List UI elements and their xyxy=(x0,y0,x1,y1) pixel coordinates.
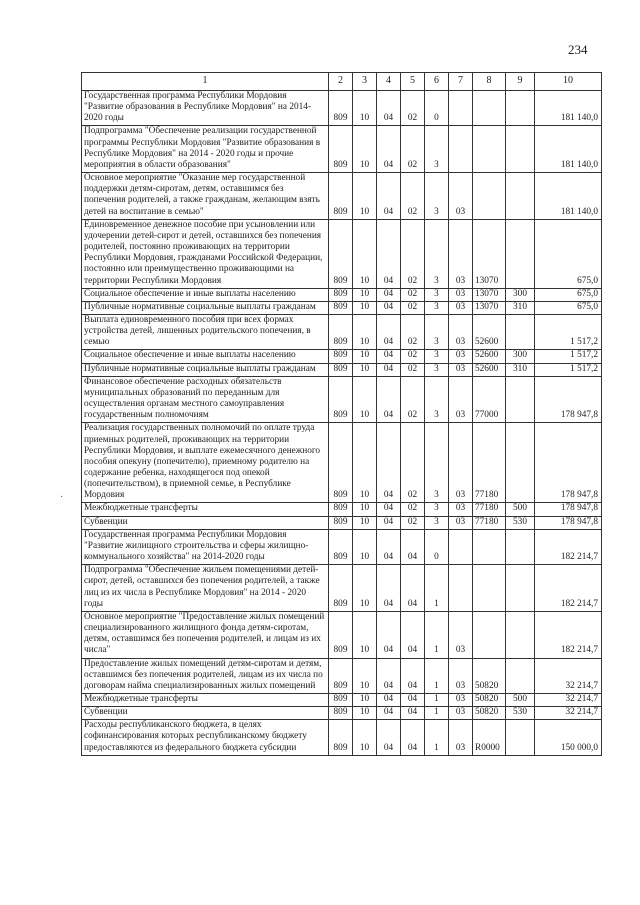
admin-code-cell: 809 xyxy=(329,658,353,693)
subsection-cell: 04 xyxy=(377,611,401,658)
amount-cell: 181 140,0 xyxy=(535,126,602,173)
admin-code-cell: 809 xyxy=(329,314,353,349)
amount-cell: 1 517,2 xyxy=(535,314,602,349)
expense-type-cell: 310 xyxy=(506,363,535,376)
section-cell: 10 xyxy=(353,363,377,376)
subprogram-cell: 3 xyxy=(425,288,449,301)
section-cell: 10 xyxy=(353,314,377,349)
expense-type-cell: 500 xyxy=(506,693,535,706)
direction-cell: 50820 xyxy=(473,707,506,720)
admin-code-cell: 809 xyxy=(329,219,353,288)
subsection-cell: 04 xyxy=(377,126,401,173)
expense-type-cell xyxy=(506,658,535,693)
direction-cell: 50820 xyxy=(473,658,506,693)
program-cell: 04 xyxy=(401,720,425,755)
admin-code-cell: 809 xyxy=(329,565,353,612)
amount-cell: 181 140,0 xyxy=(535,173,602,220)
section-cell: 10 xyxy=(353,529,377,564)
admin-code-cell: 809 xyxy=(329,91,353,126)
section-cell: 10 xyxy=(353,720,377,755)
admin-code-cell: 809 xyxy=(329,126,353,173)
subsection-cell: 04 xyxy=(377,693,401,706)
row-name-cell: Подпрограмма "Обеспечение жильем помещениями детей-сирот, детей, оставшихся без попечения родителей, а также лиц из их числа в Республике Мордовия" на 2014 - 2020 годы xyxy=(82,565,329,612)
table-row xyxy=(82,503,602,516)
table-row xyxy=(82,350,602,363)
subsection-cell: 04 xyxy=(377,376,401,423)
program-cell: 02 xyxy=(401,219,425,288)
section-cell: 10 xyxy=(353,707,377,720)
amount-cell: 32 214,7 xyxy=(535,707,602,720)
table-row xyxy=(82,720,602,755)
subsection-cell: 04 xyxy=(377,529,401,564)
direction-cell: 77180 xyxy=(473,503,506,516)
row-name-cell: Социальное обеспечение и иные выплаты населению xyxy=(82,288,329,301)
subprogram-cell: 3 xyxy=(425,376,449,423)
amount-cell: 675,0 xyxy=(535,288,602,301)
admin-code-cell: 809 xyxy=(329,301,353,314)
section-cell: 10 xyxy=(353,611,377,658)
column-header-5: 5 xyxy=(401,73,425,91)
row-name-cell: Выплата единовременного пособия при всех формах устройства детей, лишенных родительского попечения, в семью xyxy=(82,314,329,349)
program-cell: 02 xyxy=(401,423,425,503)
admin-code-cell: 809 xyxy=(329,503,353,516)
expense-type-cell xyxy=(506,314,535,349)
subsection-cell: 04 xyxy=(377,363,401,376)
section-cell: 10 xyxy=(353,91,377,126)
subprogram-cell: 1 xyxy=(425,693,449,706)
admin-code-cell: 809 xyxy=(329,693,353,706)
table-row xyxy=(82,173,602,220)
page-number: 234 xyxy=(568,42,588,57)
direction-cell: 52600 xyxy=(473,314,506,349)
measure-cell: 03 xyxy=(449,611,473,658)
section-cell: 10 xyxy=(353,301,377,314)
subprogram-cell: 3 xyxy=(425,173,449,220)
subsection-cell: 04 xyxy=(377,91,401,126)
program-cell: 02 xyxy=(401,503,425,516)
amount-cell: 182 214,7 xyxy=(535,529,602,564)
admin-code-cell: 809 xyxy=(329,707,353,720)
measure-cell: 03 xyxy=(449,288,473,301)
row-name-cell: Субвенции xyxy=(82,516,329,529)
amount-cell: 178 947,8 xyxy=(535,503,602,516)
direction-cell: 77180 xyxy=(473,423,506,503)
subsection-cell: 04 xyxy=(377,658,401,693)
amount-cell: 32 214,7 xyxy=(535,693,602,706)
program-cell: 04 xyxy=(401,658,425,693)
expense-type-cell xyxy=(506,376,535,423)
subprogram-cell: 3 xyxy=(425,516,449,529)
admin-code-cell: 809 xyxy=(329,363,353,376)
subprogram-cell: 0 xyxy=(425,91,449,126)
table-row xyxy=(82,363,602,376)
admin-code-cell: 809 xyxy=(329,516,353,529)
table-row xyxy=(82,529,602,564)
subsection-cell: 04 xyxy=(377,516,401,529)
amount-cell: 181 140,0 xyxy=(535,91,602,126)
expense-type-cell xyxy=(506,529,535,564)
direction-cell: 13070 xyxy=(473,219,506,288)
subsection-cell: 04 xyxy=(377,219,401,288)
program-cell: 02 xyxy=(401,314,425,349)
program-cell: 04 xyxy=(401,707,425,720)
program-cell: 04 xyxy=(401,565,425,612)
amount-cell: 182 214,7 xyxy=(535,611,602,658)
row-name-cell: Финансовое обеспечение расходных обязательств муниципальных образований по переданным для осуществления органам местного самоуправления государственным полномочиям xyxy=(82,376,329,423)
section-cell: 10 xyxy=(353,423,377,503)
section-cell: 10 xyxy=(353,219,377,288)
measure-cell: 03 xyxy=(449,173,473,220)
subsection-cell: 04 xyxy=(377,301,401,314)
row-name-cell: Предоставление жилых помещений детям-сиротам и детям, оставшимся без попечения родителей, лицам из их числа по договорам найма специализированных жилых помещений xyxy=(82,658,329,693)
row-name-cell: Межбюджетные трансферты xyxy=(82,693,329,706)
program-cell: 02 xyxy=(401,173,425,220)
subprogram-cell: 3 xyxy=(425,126,449,173)
subsection-cell: 04 xyxy=(377,707,401,720)
subprogram-cell: 1 xyxy=(425,565,449,612)
admin-code-cell: 809 xyxy=(329,611,353,658)
admin-code-cell: 809 xyxy=(329,376,353,423)
admin-code-cell: 809 xyxy=(329,529,353,564)
direction-cell: 52600 xyxy=(473,350,506,363)
subprogram-cell: 3 xyxy=(425,423,449,503)
measure-cell xyxy=(449,91,473,126)
table-row xyxy=(82,707,602,720)
direction-cell: 13070 xyxy=(473,301,506,314)
row-name-cell: Единовременное денежное пособие при усыновлении или удочерении детей-сирот и детей, оставшихся без попечения родителей, постоянно проживающих на территории Республики Мордовия, гражданами Российской Федерации, постоянно или преимущественно проживающими на территории Республики Мордовия xyxy=(82,219,329,288)
expense-type-cell xyxy=(506,91,535,126)
amount-cell: 675,0 xyxy=(535,301,602,314)
table-row xyxy=(82,423,602,503)
direction-cell: 52600 xyxy=(473,363,506,376)
measure-cell: 03 xyxy=(449,219,473,288)
direction-cell: R0000 xyxy=(473,720,506,755)
table-row xyxy=(82,219,602,288)
row-name-cell: Публичные нормативные социальные выплаты гражданам xyxy=(82,301,329,314)
admin-code-cell: 809 xyxy=(329,720,353,755)
measure-cell: 03 xyxy=(449,503,473,516)
row-name-cell: Государственная программа Республики Мордовия "Развитие образования в Республике Мордовия" на 2014-2020 годы xyxy=(82,91,329,126)
admin-code-cell: 809 xyxy=(329,423,353,503)
direction-cell xyxy=(473,529,506,564)
expense-type-cell: 500 xyxy=(506,503,535,516)
amount-cell: 178 947,8 xyxy=(535,423,602,503)
program-cell: 04 xyxy=(401,529,425,564)
table-row xyxy=(82,314,602,349)
direction-cell: 77180 xyxy=(473,516,506,529)
section-cell: 10 xyxy=(353,516,377,529)
subsection-cell: 04 xyxy=(377,423,401,503)
row-name-cell: Социальное обеспечение и иные выплаты населению xyxy=(82,350,329,363)
amount-cell: 32 214,7 xyxy=(535,658,602,693)
column-header-3: 3 xyxy=(353,73,377,91)
row-name-cell: Межбюджетные трансферты xyxy=(82,503,329,516)
expense-type-cell xyxy=(506,173,535,220)
subsection-cell: 04 xyxy=(377,314,401,349)
subprogram-cell: 3 xyxy=(425,350,449,363)
row-name-cell: Субвенции xyxy=(82,707,329,720)
expense-type-cell: 530 xyxy=(506,516,535,529)
measure-cell: 03 xyxy=(449,350,473,363)
program-cell: 04 xyxy=(401,693,425,706)
row-name-cell: Основное мероприятие "Оказание мер государственной поддержки детям-сиротам, детям, оставшимся без попечения родителей, а также гражданам, желающим взять детей на воспитание в семью" xyxy=(82,173,329,220)
table-row xyxy=(82,288,602,301)
subsection-cell: 04 xyxy=(377,565,401,612)
measure-cell xyxy=(449,529,473,564)
row-name-cell: Расходы республиканского бюджета, в целях софинансирования которых республиканскому бюджету предоставляются из федерального бюджета субсидии xyxy=(82,720,329,755)
section-cell: 10 xyxy=(353,376,377,423)
subsection-cell: 04 xyxy=(377,503,401,516)
direction-cell xyxy=(473,173,506,220)
section-cell: 10 xyxy=(353,503,377,516)
column-header-2: 2 xyxy=(329,73,353,91)
row-name-cell: Реализация государственных полномочий по оплате труда приемных родителей, проживающих на территории Республики Мордовия, и выплате ежемесячного денежного пособия опекуну (попечителю), приемному родителю на содержание ребенка, находящегося под опекой (попечительством), в приемной семье, в Республике Мордовия xyxy=(82,423,329,503)
table-row xyxy=(82,565,602,612)
column-header-10: 10 xyxy=(535,73,602,91)
table-row xyxy=(82,658,602,693)
subprogram-cell: 3 xyxy=(425,503,449,516)
expense-type-cell xyxy=(506,565,535,612)
subprogram-cell: 3 xyxy=(425,219,449,288)
direction-cell: 13070 xyxy=(473,288,506,301)
section-cell: 10 xyxy=(353,126,377,173)
expense-type-cell xyxy=(506,126,535,173)
column-header-8: 8 xyxy=(473,73,506,91)
amount-cell: 1 517,2 xyxy=(535,363,602,376)
section-cell: 10 xyxy=(353,693,377,706)
admin-code-cell: 809 xyxy=(329,288,353,301)
measure-cell: 03 xyxy=(449,301,473,314)
expense-type-cell: 300 xyxy=(506,288,535,301)
amount-cell: 178 947,8 xyxy=(535,376,602,423)
direction-cell xyxy=(473,126,506,173)
program-cell: 02 xyxy=(401,350,425,363)
measure-cell: 03 xyxy=(449,376,473,423)
program-cell: 02 xyxy=(401,376,425,423)
measure-cell: 03 xyxy=(449,314,473,349)
subsection-cell: 04 xyxy=(377,350,401,363)
program-cell: 02 xyxy=(401,288,425,301)
subprogram-cell: 1 xyxy=(425,611,449,658)
direction-cell xyxy=(473,611,506,658)
column-header-7: 7 xyxy=(449,73,473,91)
direction-cell: 77000 xyxy=(473,376,506,423)
program-cell: 02 xyxy=(401,91,425,126)
expense-type-cell: 300 xyxy=(506,350,535,363)
measure-cell: 03 xyxy=(449,707,473,720)
column-header-9: 9 xyxy=(506,73,535,91)
table-row xyxy=(82,611,602,658)
measure-cell: 03 xyxy=(449,720,473,755)
measure-cell xyxy=(449,126,473,173)
measure-cell: 03 xyxy=(449,423,473,503)
table-row xyxy=(82,301,602,314)
subprogram-cell: 3 xyxy=(425,314,449,349)
expense-type-cell: 530 xyxy=(506,707,535,720)
row-name-cell: Государственная программа Республики Мордовия "Развитие жилищного строительства и сферы жилищно-коммунального хозяйства" на 2014-2020 годы xyxy=(82,529,329,564)
measure-cell: 03 xyxy=(449,516,473,529)
margin-mark: · xyxy=(60,492,64,503)
program-cell: 02 xyxy=(401,126,425,173)
table-body xyxy=(82,91,602,756)
admin-code-cell: 809 xyxy=(329,173,353,220)
program-cell: 02 xyxy=(401,516,425,529)
subprogram-cell: 3 xyxy=(425,301,449,314)
program-cell: 04 xyxy=(401,611,425,658)
row-name-cell: Основное мероприятие "Предоставление жилых помещений специализированного жилищного фонда детям-сиротам, детям, оставшимся без попечения родителей, и лицам из их числа" xyxy=(82,611,329,658)
section-cell: 10 xyxy=(353,288,377,301)
section-cell: 10 xyxy=(353,658,377,693)
table-row xyxy=(82,126,602,173)
section-cell: 10 xyxy=(353,565,377,612)
program-cell: 02 xyxy=(401,301,425,314)
table-row xyxy=(82,693,602,706)
amount-cell: 1 517,2 xyxy=(535,350,602,363)
admin-code-cell: 809 xyxy=(329,350,353,363)
subsection-cell: 04 xyxy=(377,720,401,755)
subprogram-cell: 1 xyxy=(425,720,449,755)
amount-cell: 675,0 xyxy=(535,219,602,288)
amount-cell: 178 947,8 xyxy=(535,516,602,529)
section-cell: 10 xyxy=(353,173,377,220)
column-header-6: 6 xyxy=(425,73,449,91)
expense-type-cell xyxy=(506,219,535,288)
table-header-row xyxy=(82,73,602,91)
measure-cell: 03 xyxy=(449,693,473,706)
section-cell: 10 xyxy=(353,350,377,363)
direction-cell xyxy=(473,565,506,612)
table-row xyxy=(82,516,602,529)
direction-cell: 50820 xyxy=(473,693,506,706)
subsection-cell: 04 xyxy=(377,288,401,301)
expense-type-cell xyxy=(506,720,535,755)
row-name-cell: Публичные нормативные социальные выплаты гражданам xyxy=(82,363,329,376)
direction-cell xyxy=(473,91,506,126)
amount-cell: 182 214,7 xyxy=(535,565,602,612)
table-row xyxy=(82,91,602,126)
program-cell: 02 xyxy=(401,363,425,376)
expense-type-cell: 310 xyxy=(506,301,535,314)
table-row xyxy=(82,376,602,423)
column-header-1: 1 xyxy=(82,73,329,91)
subsection-cell: 04 xyxy=(377,173,401,220)
expense-type-cell xyxy=(506,423,535,503)
subprogram-cell: 0 xyxy=(425,529,449,564)
column-header-4: 4 xyxy=(377,73,401,91)
amount-cell: 150 000,0 xyxy=(535,720,602,755)
subprogram-cell: 1 xyxy=(425,658,449,693)
expense-type-cell xyxy=(506,611,535,658)
subprogram-cell: 1 xyxy=(425,707,449,720)
measure-cell xyxy=(449,565,473,612)
budget-table xyxy=(81,72,602,756)
subprogram-cell: 3 xyxy=(425,363,449,376)
measure-cell: 03 xyxy=(449,658,473,693)
row-name-cell: Подпрограмма "Обеспечение реализации государственной программы Республики Мордовия "Развитие образования в Республике Мордовия" на 2014 - 2020 годы и прочие мероприятия в области образования" xyxy=(82,126,329,173)
measure-cell: 03 xyxy=(449,363,473,376)
